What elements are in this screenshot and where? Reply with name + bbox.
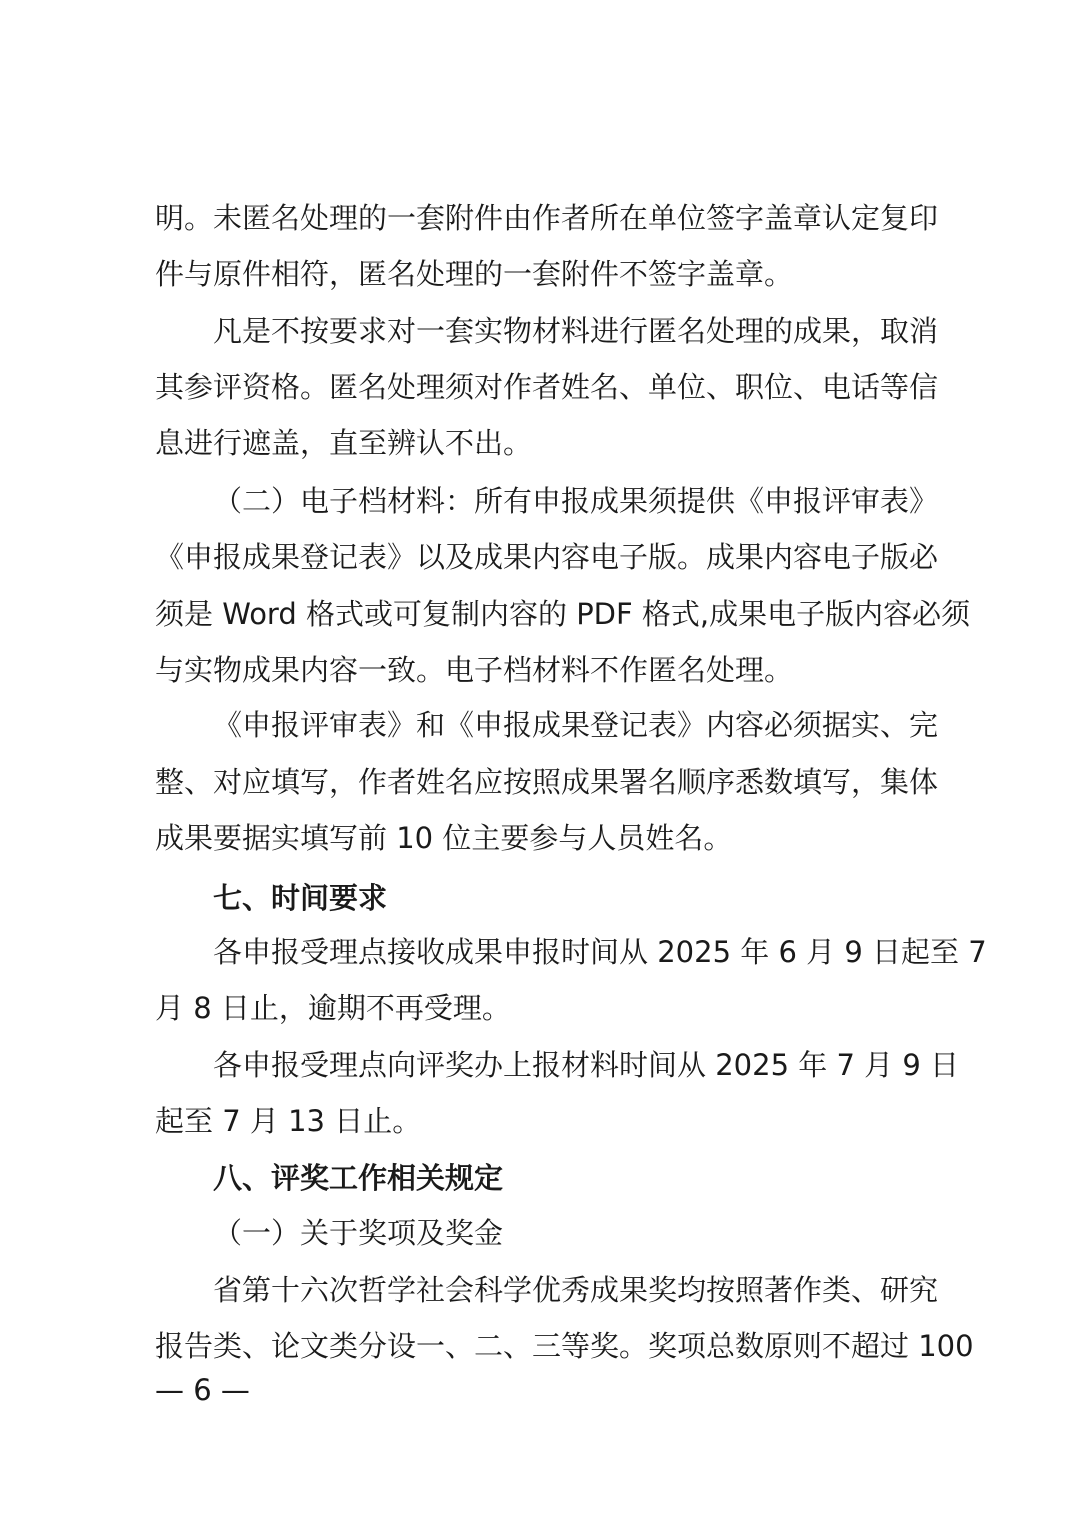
paragraph-start: 省第十六次哲学社会科学优秀成果奖均按照著作类、研究	[213, 1273, 939, 1307]
paragraph-start: 《申报评审表》和《申报成果登记表》内容必须据实、完	[213, 708, 939, 742]
text-line: 其参评资格。匿名处理须对作者姓名、单位、职位、电话等信	[155, 370, 939, 404]
text-line: 明。未匿名处理的一套附件由作者所在单位签字盖章认定复印	[155, 201, 939, 235]
paragraph-start: 各申报受理点接收成果申报时间从 2025 年 6 月 9 日起至 7	[213, 935, 987, 969]
text-line: 件与原件相符，匿名处理的一套附件不签字盖章。	[155, 257, 794, 291]
text-line: 息进行遮盖，直至辨认不出。	[155, 426, 533, 460]
text-line: 《申报成果登记表》以及成果内容电子版。成果内容电子版必	[155, 540, 939, 574]
text-line: 报告类、论文类分设一、二、三等奖。奖项总数原则不超过 100	[155, 1329, 974, 1363]
paragraph-start: （二）电子档材料：所有申报成果须提供《申报评审表》	[213, 484, 939, 518]
section-heading: 八、评奖工作相关规定	[213, 1161, 504, 1195]
text-line: 整、对应填写，作者姓名应按照成果署名顺序悉数填写，集体	[155, 765, 939, 799]
text-line: 须是 Word 格式或可复制内容的 PDF 格式,成果电子版内容必须	[155, 597, 971, 631]
subsection-heading: （一）关于奖项及奖金	[213, 1216, 504, 1250]
text-line: 成果要据实填写前 10 位主要参与人员姓名。	[155, 821, 733, 855]
paragraph-start: 凡是不按要求对一套实物材料进行匿名处理的成果，取消	[213, 314, 939, 348]
text-line: 与实物成果内容一致。电子档材料不作匿名处理。	[155, 653, 794, 687]
page-number: — 6 —	[155, 1373, 250, 1407]
section-heading: 七、时间要求	[213, 881, 388, 915]
text-line: 月 8 日止，逾期不再受理。	[155, 991, 511, 1025]
text-line: 起至 7 月 13 日止。	[155, 1104, 422, 1138]
paragraph-start: 各申报受理点向评奖办上报材料时间从 2025 年 7 月 9 日	[213, 1048, 960, 1082]
